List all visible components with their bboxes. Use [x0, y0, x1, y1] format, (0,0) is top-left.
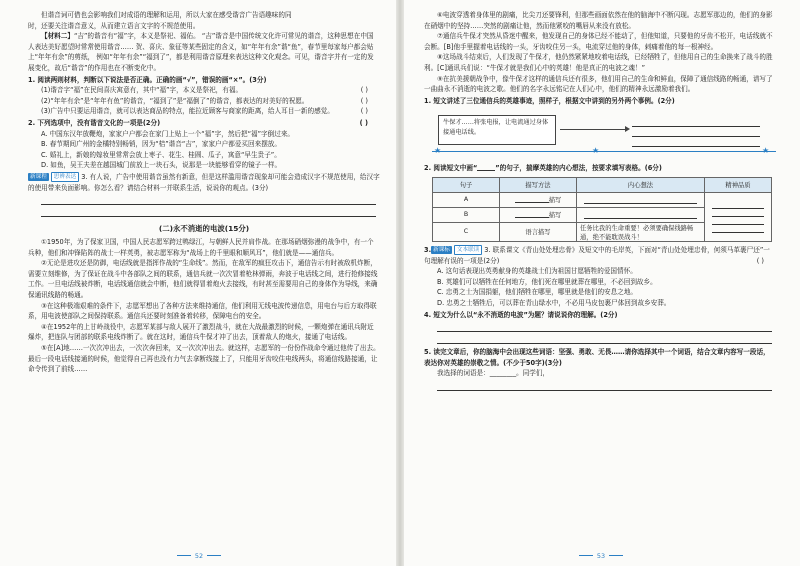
- r-q3-paren[interactable]: ( ): [756, 256, 764, 265]
- r-q3-tag-new-standard: 新课标: [433, 246, 450, 253]
- q2-option-a[interactable]: A. 中国东汉年放鞭炮，家家户户都会在家门上贴上一个“福”字，然后把“福”字倒过来。: [41, 129, 295, 138]
- story-para-6: ⑥电波穿透着身体里的剧痛，比尖刀还要锋利，但那些画面依然在他的脑海中不断闪现。志愿军那边的，他们的身影在硝烟中的坚持……突然的剧痛让他，然而他紧咬的嘴唇从来没有放松。: [424, 11, 773, 30]
- q2-option-d[interactable]: D. 如鱼，吴王夫差在越国城门前放上一块石头，说那是一块能够看穿的镜子一样。: [41, 161, 282, 170]
- material2-line-3: 贺、喜庆、象征等某些固定的含义，如“年年有余”谐“鱼”，春节里每家每户都会贴上“年年有余”的剪纸，: [28, 42, 374, 62]
- q3-answer-line-2[interactable]: [41, 205, 376, 217]
- story-para-4: ④在1952年的上甘岭战役中，志愿军某部与敌人展开了激烈战斗，就在大战最激烈的时候，一颗炮弹在通讯兵附近爆炸，把连队与团部的联系电线炸断了。就在这时，通信兵牛保才冲了出去，顶着敌人的炮火，接通了电话线。: [28, 322, 374, 342]
- q3-answer-line-1[interactable]: [41, 193, 376, 205]
- q2-option-b[interactable]: B. 春节期间广州的金橘特别畅销，因为“桔”谐音“吉”，家家户户都爱买回来摆放。: [41, 140, 281, 149]
- table-cell-sentence: B: [433, 207, 500, 222]
- page-number-left: 52: [0, 552, 398, 560]
- intro-line-2: 时，还要关注谐音意义，从而建立语言文字的不规范使用。: [28, 21, 200, 30]
- r-q3-option-b[interactable]: B. 英雄们可以牺牲在任何地方，他们死在哪里就葬在哪里，不必回到故乡。: [437, 277, 657, 286]
- r-q4-answer-line-2[interactable]: [437, 332, 772, 344]
- r-q3-tag-text-link: 文本联读: [454, 245, 482, 255]
- page-number-right: 53: [402, 552, 800, 560]
- r-q3-option-d[interactable]: D. 忠勇之士牺牲后，可以葬在青山绿水中，不必用马皮包裹尸体回到故乡安葬。: [437, 298, 671, 307]
- q2-option-c[interactable]: C. 婚礼上，新娘的嫁妆里常常会放上枣子、花生、桂圆、瓜子，寓意“早生贵子”。: [41, 150, 281, 159]
- table-cell-thought[interactable]: [577, 207, 705, 222]
- material2-label: 【材料二】: [41, 32, 74, 41]
- star-icon: ★: [434, 146, 442, 156]
- r-q3-option-c[interactable]: C. 忠勇之士为国捐躯，他们牺牲在哪里，哪里就是他们的安息之地。: [437, 288, 638, 297]
- table-cell-method: 语言描写: [500, 222, 577, 241]
- material2-line-2: “吉”谐音是中国传统文化许可常见的谐音，这种思想在中国人表达美好愿望时常常使用谐音……: [28, 32, 374, 51]
- table-row: [433, 192, 772, 207]
- q1-item-2: (2)“年年有余”是“年年有鱼”的谐音，“福到了”是“福倒了”的谐音，都表达的对美好的祝愿。 ( ): [28, 96, 380, 107]
- r-q4-stem: 4. 短文为什么以“永不消逝的电波”为题？请说说你的理解。(2分): [424, 310, 618, 319]
- material2-paragraph: [28, 31, 380, 73]
- r-q2-stem: 2. 阅读短文中画“ ”的句子，揣摩英雄的内心想法，按要求填写表格。(6分): [424, 164, 662, 173]
- q1-item-1-paren[interactable]: ( ): [360, 86, 368, 95]
- story-map-answer-lines[interactable]: [632, 117, 760, 147]
- story-map: [432, 109, 776, 161]
- story-para-1: ①1950年，为了保家卫国，中国人民志愿军跨过鸭绿江，与朝鲜人民并肩作战。在那场硝烟弥漫的战争中，有一个兵种，他们和冲锋陷阵的战士一样英勇，被志愿军称为“战场上的千里眼和顺风耳”，他们就是——通信兵。: [28, 238, 374, 257]
- table-cell-thought[interactable]: [577, 192, 705, 207]
- table-cell-quality[interactable]: [705, 192, 772, 241]
- q3-tag-critical-expression: 思辨表达: [51, 172, 79, 182]
- table-header-sentence: 句子: [433, 177, 500, 192]
- story-map-baseline: [432, 151, 776, 152]
- story-para-9: ⑨在抗美援朝战争中，像牛保才这样的通信兵还有很多，他们用自己的生命和鲜血，保障了通信线路的畅通，谱写了一曲曲永不消逝的电波之歌。他们的名字永远铭记在人们心中，他们的精神永远激励着我们。: [424, 74, 773, 94]
- r-q4-answer-line-1[interactable]: [437, 320, 772, 332]
- q1-item-2-paren[interactable]: ( ): [360, 96, 368, 105]
- story-para-7: ⑦通信兵牛保才突然从昏迷中醒来，他发现自己的身体已经不能动了，但他知道，只要他的牙齿不松开，电话线就不会断。[B]他手里握着电话线的一头，牙齿咬住另一头，电流穿过他的身体，刺痛着他的每一根神经。: [424, 32, 773, 51]
- r-q1-stem: 1. 短文讲述了三位通信兵的英雄事迹，照样子，根据文中讲到的另外两个事例。(2分): [424, 96, 675, 105]
- table-cell-method[interactable]: 描写: [500, 192, 577, 207]
- arrow-right-icon: [560, 129, 628, 130]
- story-para-5: ⑤在[A]地……一次次冲出去，一次次奔回来，又一次次冲出去。就这样，志愿军的一份份作战命令通过他传了出去。最后一段电话线接通的时候，他觉得自己再也没有力气去拿断线接上了，只能用牙齿咬住电线两头，将通信线路接通，让命令传到了前线……: [28, 344, 380, 374]
- q1-item-3: (3)广告中只要运用谐音，就可以表达商品的特点，能拉近顾客与商家的距离，给人耳目一新的感觉。 ( ): [28, 106, 380, 117]
- r-q5-answer-line-1[interactable]: [437, 379, 772, 391]
- story-para-2: ②无论是进攻还是防御，电话线就是指挥作战的“生命线”。然而，在敌军的疯狂攻击下，通信告示有时被敌机炸断，需要立刻维修，为了保证在战斗中各部队之间的联系，通信兵就一次次冒着枪林弹雨，奔波于电话线之间，进行抢修接线工作。一旦电话线被炸断，电话线通信就会中断，他们就得冒着炮火去接线，有时甚至需要用自己的身体作为导线，来确保通讯线路的畅通。: [28, 259, 378, 300]
- star-icon: ★: [592, 146, 600, 156]
- table-cell-thought: 任务比我的生命重要！必须要确保线路畅通，绝不能耽误战斗！: [577, 222, 705, 241]
- q2-paren[interactable]: ( ): [359, 118, 368, 127]
- story-para-3: ③在这种极端艰难的条件下，志愿军想出了各种方法来维持通信，他们利用无线电波传递信息，用电台与后方取得联系，用电波使部队之间保持联系。通信兵还要时刻准备着转移，保障电台的安全。: [28, 301, 377, 321]
- material2-line-4: 例如“年年有余”“福到了”，都是利用谐音原理来表达这种文化观念。可见，谐音字并有一定的发展变化，故后“谐音”的作用也在不断变化中。: [28, 53, 374, 72]
- q1-stem: 1. 阅读两则材料，判断以下说法是否正确。正确的画“√”，错误的画“×”。(3分): [28, 75, 267, 84]
- r-q3-option-a[interactable]: A. 这句话表现出英勇献身的英雄战士们为祖国甘愿牺牲的爱国情怀。: [437, 267, 637, 276]
- q3-stem: 新课程 思辨表达 3. 有人说，广告中使用谐音虽然有新意，但是这样滥用谐音现象却可能会造成汉字不规范使用，给汉字的使用带来负面影响。你怎么看？请结合材料一并联系生活，说说你的观点。(3分): [28, 172, 380, 192]
- r-q5-prompt[interactable]: 我选择的词语是：________。同学们，: [437, 369, 550, 378]
- table-cell-method[interactable]: 描写: [500, 207, 577, 222]
- q1-item-3-paren[interactable]: ( ): [360, 107, 368, 116]
- table-cell-sentence: C: [433, 222, 500, 241]
- q1-item-1: (1)谐音字“福”在民间喜庆寓意有，其中“福”字，本义是祭祀，有福。 ( ): [28, 85, 380, 96]
- intro-line-1: 但谐音词可借也会影响我们对成语的理解和运用，所以大家在感受谐音广告语趣味的同: [41, 11, 292, 19]
- table-header-quality: 精神品质: [705, 177, 772, 192]
- section2-title: (二)永不消逝的电波(15分): [158, 224, 250, 234]
- table-header-thought: 内心想法: [577, 177, 705, 192]
- q2-stem: 2. 下列选项中，没有谐音文化的一项是(2分) ( ): [28, 118, 380, 129]
- answer-table: [432, 177, 772, 242]
- r-q5-stem: 5. 读完文章后，你的脑海中会出现这些词语：坚强、勇敢、无畏……请你选择其中一个词语，结合文章内容写一段话，表达你对英雄的崇敬之情。(不少于50字)(3分): [424, 348, 770, 367]
- material2-line-1: “吉”的谐音有“福”字，本义是祭祀、福佑。: [73, 32, 200, 41]
- r-q3-stem: 3. 新课标 文本联读 3. 联系课文《青山处处埋忠骨》及短文中的毛岸英，下面对“青山处处埋忠骨，何须马革裹尸还”一句理解有误的一项是(2分) ( ): [424, 245, 776, 266]
- story-para-8: ⑧这场战斗结束后，人们发现了牛保才，他仍然紧紧地咬着电话线，已经牺牲了，但他用自己的生命换来了战斗的胜利。[C]通讯兵们说：“牛保才就是我们心中的英雄！他是真正的电波之魂！”: [424, 53, 773, 72]
- right-page: [402, 0, 800, 566]
- story-map-example-box: 牛保才……将张电报，让电流通过身体接通电话线。: [438, 115, 556, 145]
- q3-tag-new-curriculum: 新课程: [30, 173, 47, 180]
- left-page: [0, 0, 398, 566]
- table-header-method: 描写方法: [500, 177, 577, 192]
- table-cell-sentence: A: [433, 192, 500, 207]
- star-icon: ★: [762, 146, 770, 156]
